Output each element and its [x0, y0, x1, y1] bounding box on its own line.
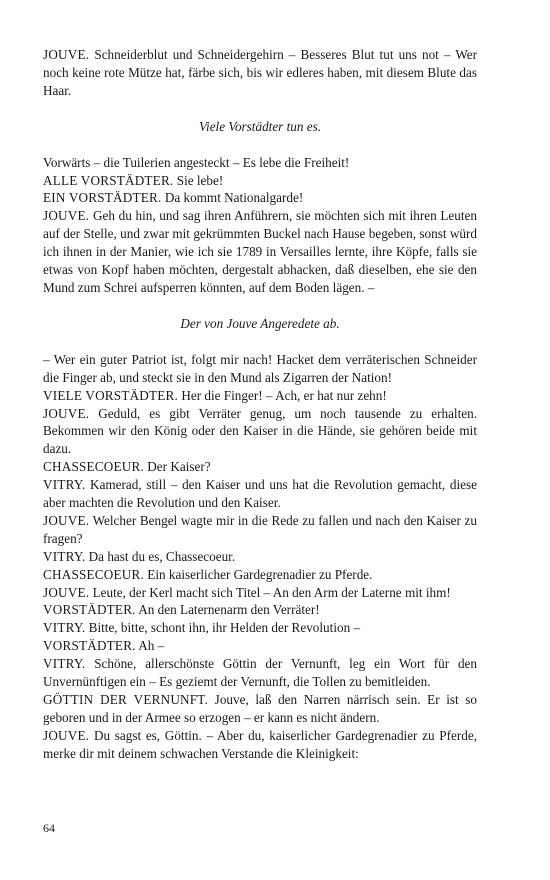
speaker-name: JOUVE. [43, 512, 90, 528]
speech-block [43, 727, 477, 763]
speech-text: Sie lebe! [173, 172, 224, 188]
speech-block [43, 584, 477, 602]
speaker-name: GÖTTIN DER VERNUNFT. [43, 692, 209, 707]
speech-block [43, 548, 477, 566]
speech-block [43, 637, 477, 655]
speaker-name: JOUVE. [43, 584, 90, 600]
speech-block [43, 691, 477, 727]
speech-block [43, 351, 477, 387]
speech-text: Ein kaiserlicher Gardegrenadier zu Pferde. [143, 566, 373, 582]
stage-direction: Viele Vorstädter tun es. [198, 118, 322, 134]
speech-block [43, 387, 477, 405]
speaker-name: CHASSECOEUR. [43, 459, 144, 475]
speech-text: Her die Finger! – Ach, er hat nur zehn! [178, 387, 387, 403]
speech-block [43, 476, 477, 512]
speaker-name: JOUVE. [43, 727, 90, 743]
speech-text: Ah – [135, 638, 165, 654]
speech-text: Bitte, bitte, schont ihn, ihr Helden der Revolution – [85, 620, 361, 636]
speaker-name: CHASSECOEUR. [43, 566, 144, 582]
speaker-name: JOUVE. [43, 405, 90, 421]
speech-block [43, 458, 477, 476]
speaker-name: VORSTÄDTER. [43, 602, 136, 618]
speech-block [43, 566, 477, 584]
speech-text: Geh du hin, und sag ihren Anführern, sie möchten sich mit ihren Leuten auf der Stelle, und zwar mit gekrümmten Buckel nach Hause begeben, sonst würd ich ihnen in der Manier, wie ich sie 1789 in Versailles lernte, ihre Köpfe, falls sie etwas von Kopf haben möchten, dergestalt abhacken, daß dieselben, ehe sie den Mund zum Schrei aufsperren könnten, auf dem Boden lägen. – [43, 208, 477, 295]
speech-text: Geduld, es gibt Verräter genug, um noch tausende zu erhalten. Bekommen wir den König oder den Kaiser in die Hände, sie gehören beide mit dazu. [43, 405, 477, 457]
speaker-name: VIELE VORSTÄDTER. [43, 387, 179, 403]
speaker-name: VITRY. [43, 620, 86, 636]
speech-block [43, 619, 477, 637]
page-number: 64 [43, 821, 55, 835]
speech-text: Da kommt Nationalgarde! [161, 190, 304, 206]
speech-text: Da hast du es, Chassecoeur. [85, 548, 236, 564]
speech-text: Schöne, allerschönste Göttin der Vernunft, leg ein Wort für den Unvernünftigen ein – Es geziemt der Vernunft, die Tollen zu bemitleiden. [43, 656, 477, 690]
speech-block [43, 207, 477, 297]
speech-block [43, 405, 477, 459]
speech-block [43, 601, 477, 619]
speech-block [43, 512, 477, 548]
speaker-name: VORSTÄDTER. [43, 638, 136, 654]
speech-text: Leute, der Kerl macht sich Titel – An den Arm der Laterne mit ihm! [89, 584, 451, 600]
speech-text: – Wer ein guter Patriot ist, folgt mir nach! Hacket dem verräterischen Schneider die Finger ab, und steckt sie in den Mund als Zigarren der Nation! [43, 351, 477, 385]
speech-text: An den Laternenarm den Verräter! [135, 602, 320, 618]
speech-text: Der Kaiser? [143, 459, 211, 475]
speech-text: Kamerad, still – den Kaiser und uns hat die Revolution gemacht, diese aber machten die Revolution und den Kaiser. [43, 477, 477, 511]
speech-block [43, 189, 477, 207]
speech-text: Vorwärts – die Tuilerien angesteckt – Es lebe die Freiheit! [43, 154, 350, 170]
speech-text: Jouve, laß den Narren närrisch sein. Er ist so geboren und in der Armee so erzogen – er kann es nicht ändern. [43, 692, 477, 725]
speech-block [43, 172, 477, 190]
speaker-name: JOUVE. [43, 47, 90, 62]
speaker-name: VITRY. [43, 548, 86, 564]
speaker-name: VITRY. [43, 656, 86, 672]
speaker-name: ALLE VORSTÄDTER. [43, 172, 174, 188]
page-body [43, 46, 477, 763]
speech-block [43, 154, 477, 172]
speaker-name: JOUVE. [43, 208, 90, 224]
stage-direction: Der von Jouve Angeredete ab. [180, 315, 340, 331]
speech-block [43, 655, 477, 691]
speech-text: Du sagst es, Göttin. – Aber du, kaiserlicher Gardegrenadier zu Pferde, merke dir mit deinem schwachen Verstande die Kleinigkeit: [43, 727, 477, 761]
speech-text: Welcher Bengel wagte mir in die Rede zu fallen und nach den Kaiser zu fragen? [43, 512, 477, 546]
speaker-name: EIN VORSTÄDTER. [43, 190, 162, 206]
speech-block [43, 46, 477, 100]
speech-text: Schneiderblut und Schneidergehirn – Besseres Blut tut uns not – Wer noch keine rote Mütze hat, färbe sich, bis wir edleres haben, mit diesem Blute das Haar. [43, 47, 477, 98]
speaker-name: VITRY. [43, 477, 86, 493]
